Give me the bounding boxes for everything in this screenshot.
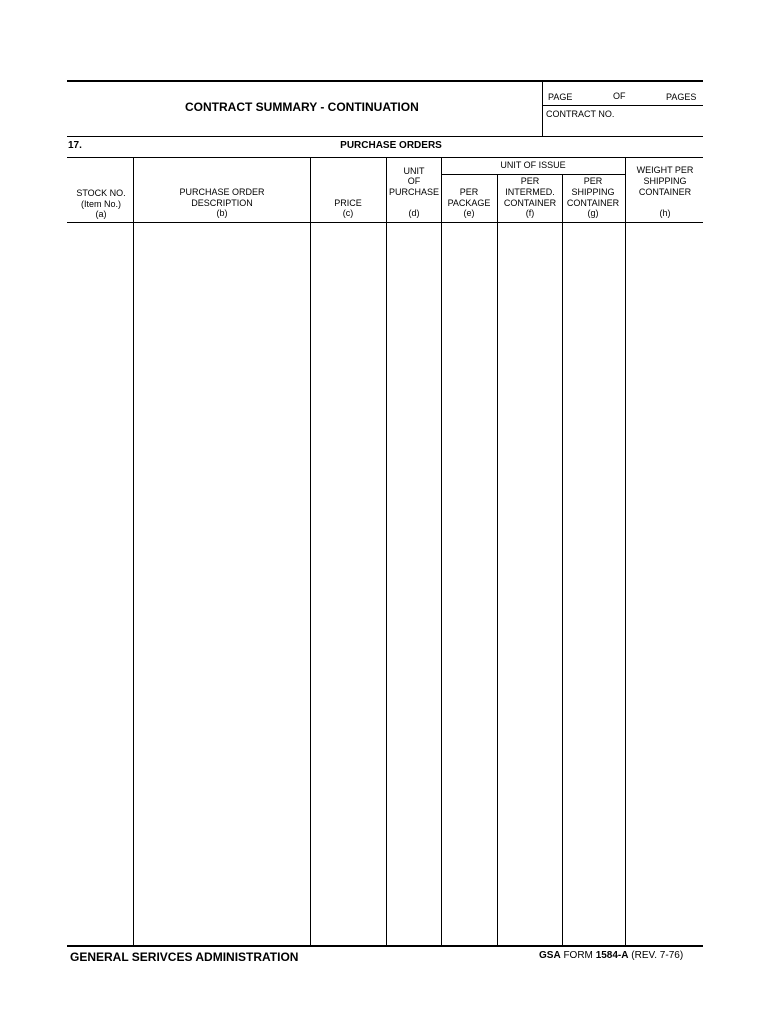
column-divider-f-g	[562, 174, 563, 946]
unit-of-issue-divider	[441, 174, 625, 175]
column-d-letter: (d)	[408, 208, 420, 218]
column-a-letter: (a)	[95, 209, 107, 219]
unit-of-issue-heading: UNIT OF ISSUE	[500, 160, 566, 170]
column-divider-g-h	[625, 157, 626, 946]
column-b-subheading: DESCRIPTION	[191, 198, 253, 208]
column-divider-a-b	[133, 157, 134, 946]
column-d-heading-2: OF	[407, 176, 421, 186]
section-title-divider	[67, 157, 703, 158]
column-d-heading-3: PURCHASE	[388, 187, 440, 197]
column-divider-e-f	[497, 174, 498, 946]
section-title: PURCHASE ORDERS	[340, 140, 442, 151]
column-e-heading-2: PACKAGE	[447, 198, 491, 208]
column-b-heading: PURCHASE ORDER	[179, 187, 265, 197]
column-header-bottom	[67, 222, 703, 223]
column-c-letter: (c)	[342, 208, 354, 218]
column-a-subheading: (Item No.)	[80, 199, 122, 209]
column-f-heading-3: CONTAINER	[503, 198, 557, 208]
column-g-heading-3: CONTAINER	[566, 198, 620, 208]
section-number: 17.	[68, 140, 82, 151]
column-f-heading: PER	[520, 176, 540, 186]
header-divider-vertical	[542, 81, 543, 137]
column-g-letter: (g)	[587, 208, 599, 218]
pages-label: PAGES	[666, 92, 697, 102]
column-h-heading: WEIGHT PER	[636, 165, 694, 175]
header-bottom-border	[67, 136, 703, 137]
column-divider-d-e	[441, 157, 442, 946]
column-g-heading-2: SHIPPING	[571, 187, 615, 197]
footer-agency: GENERAL SERIVCES ADMINISTRATION	[70, 950, 299, 964]
top-border	[67, 80, 703, 82]
column-e-letter: (e)	[463, 208, 475, 218]
column-h-heading-3: CONTAINER	[638, 187, 692, 197]
column-g-heading: PER	[583, 176, 603, 186]
column-divider-b-c	[310, 157, 311, 946]
footer-form-id	[539, 950, 683, 961]
column-a-heading: STOCK NO.	[76, 188, 126, 198]
footer-gsa: GSA	[539, 950, 561, 961]
contract-no-label: CONTRACT NO.	[546, 109, 615, 119]
footer-form-number: 1584-A	[595, 950, 629, 961]
column-f-letter: (f)	[525, 208, 535, 218]
column-h-heading-2: SHIPPING	[643, 176, 687, 186]
column-c-heading: PRICE	[334, 198, 362, 208]
page-of-label: OF	[613, 91, 626, 101]
column-e-heading: PER	[459, 187, 479, 197]
column-d-heading: UNIT	[403, 166, 425, 176]
column-f-heading-2: INTERMED.	[505, 187, 555, 197]
form-title: CONTRACT SUMMARY - CONTINUATION	[185, 100, 419, 114]
footer-revision: (REV. 7-76)	[631, 950, 684, 961]
bottom-border	[67, 945, 703, 947]
page-row-divider	[542, 105, 703, 106]
column-b-letter: (b)	[216, 208, 228, 218]
footer-form-label: FORM	[563, 950, 593, 961]
column-h-letter: (h)	[659, 208, 671, 218]
column-divider-c-d	[386, 157, 387, 946]
page-label: PAGE	[548, 92, 573, 102]
